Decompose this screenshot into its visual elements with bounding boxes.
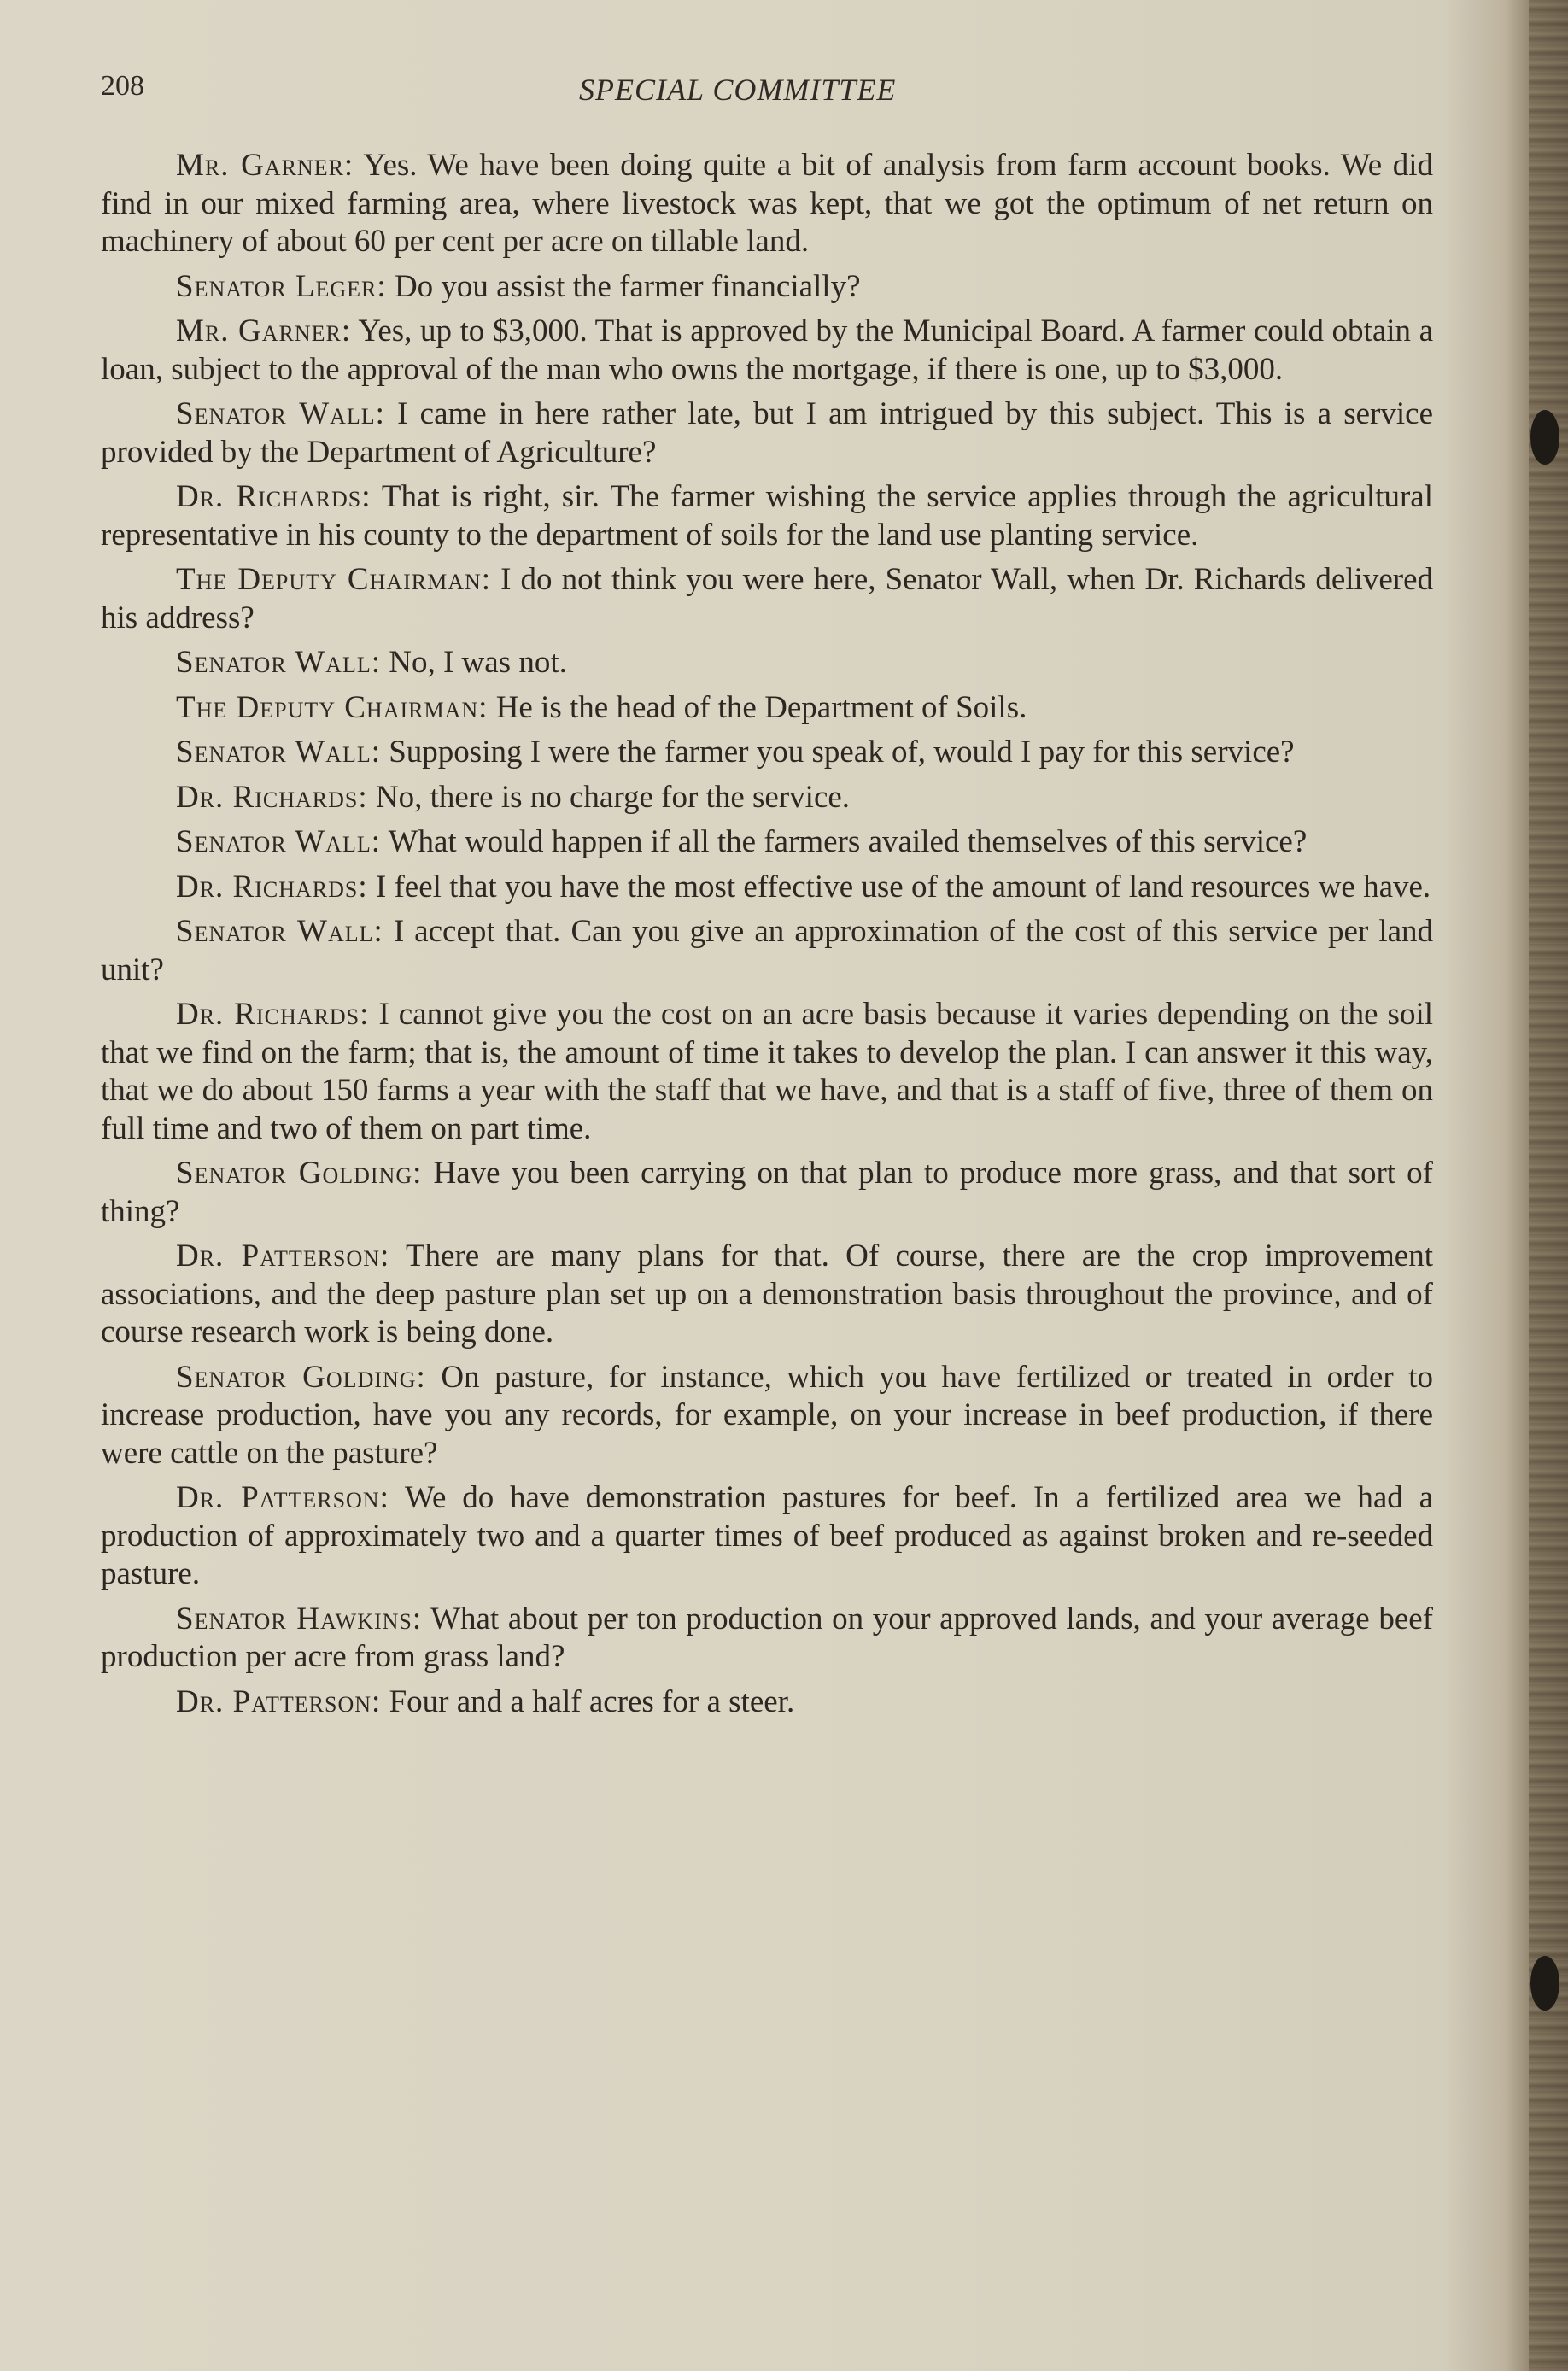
speaker-name: Dr. Richards: <box>176 779 368 815</box>
paragraph <box>101 1479 1433 1594</box>
paragraph-text: Do you assist the farmer financially? <box>394 268 861 304</box>
speaker-name: Mr. Garner: <box>176 148 354 183</box>
page-header <box>101 70 1433 121</box>
paragraph-text: We do have demonstration pastures for beef. In a fertilized area we had a production of approximately two and a quarter times of beef produced as against broken and re-seeded pasture. <box>101 1480 1433 1591</box>
paragraph-text: I accept that. Can you give an approximation of the cost of this service per land unit? <box>101 914 1434 987</box>
speaker-name: Dr. Richards: <box>176 479 372 514</box>
speaker-name: Senator Golding: <box>176 1156 423 1191</box>
punch-hole-top <box>1530 410 1559 465</box>
paragraph-text: Four and a half acres for a steer. <box>389 1683 795 1719</box>
paragraph-text: I came in here rather late, but I am intrigued by this subject. This is a service provided by the Department of Agriculture? <box>101 396 1433 470</box>
paragraph <box>101 561 1433 637</box>
paragraph-text: Have you been carrying on that plan to produce more grass, and that sort of thing? <box>101 1156 1433 1229</box>
speaker-name: Senator Wall: <box>176 824 381 859</box>
paragraph <box>101 1238 1433 1352</box>
page-binding-edge <box>1529 0 1568 2371</box>
speaker-name: Dr. Patterson: <box>176 1683 382 1719</box>
paragraph-text: That is right, sir. The farmer wishing the service applies through the agricultural representative in his county to the department of soils for the land use planting service. <box>101 479 1433 553</box>
speaker-name: Mr. Garner: <box>176 313 352 348</box>
speaker-name: Senator Wall: <box>176 735 381 770</box>
paragraph-text: I cannot give you the cost on an acre basis because it varies depending on the soil that we find on the farm; that is, the amount of time it takes to develop the plan. I can answer it this way, that we do about 150 farms a year with the staff that we have, and that is a staff of five, three of them on full time and two of them on part time. <box>101 997 1433 1146</box>
paragraph-text: On pasture, for instance, which you have fertilized or treated in order to increase production, have you any records, for example, on your increase in beef production, if there were cattle on the pasture? <box>101 1359 1434 1471</box>
paragraph <box>101 268 1433 307</box>
speaker-name: The Deputy Chairman: <box>176 562 492 597</box>
paragraph-text: I feel that you have the most effective use of the amount of land resources we have. <box>375 869 1431 904</box>
running-head: SPECIAL COMMITTEE <box>579 73 897 107</box>
speaker-name: Dr. Patterson: <box>176 1480 389 1515</box>
paragraph <box>101 1155 1433 1231</box>
speaker-name: Senator Wall: <box>176 396 385 431</box>
paragraph <box>101 147 1433 261</box>
paragraph-text: Yes, up to $3,000. That is approved by the Municipal Board. A farmer could obtain a loan, subject to the approval of the man who owns the mortgage, if there is one, up to $3,000. <box>101 313 1434 387</box>
paragraph-text: Supposing I were the farmer you speak of, would I pay for this service? <box>389 735 1295 770</box>
speaker-name: Senator Wall: <box>176 914 383 949</box>
paragraph <box>101 313 1433 389</box>
speaker-name: Dr. Richards: <box>176 997 370 1032</box>
paragraph <box>101 1359 1433 1473</box>
paragraph <box>101 779 1433 817</box>
paragraph <box>101 1601 1433 1677</box>
speaker-name: Dr. Richards: <box>176 869 368 904</box>
paragraph <box>101 734 1433 772</box>
paragraph <box>101 478 1433 554</box>
paragraph <box>101 996 1433 1148</box>
speaker-name: Dr. Patterson: <box>176 1238 390 1273</box>
paragraph-text: There are many plans for that. Of course, there are the crop improvement associations, and the deep pasture plan set up on a demonstration basis throughout the province, and of course research work is being done. <box>101 1238 1433 1349</box>
paragraph-text: No, I was not. <box>389 645 567 680</box>
paragraph-text: He is the head of the Department of Soils. <box>495 689 1027 725</box>
paragraph-text: What would happen if all the farmers availed themselves of this service? <box>388 824 1308 859</box>
transcript-body <box>101 147 1433 1728</box>
speaker-name: Senator Golding: <box>176 1359 426 1395</box>
paragraph <box>101 689 1433 728</box>
paragraph-text: I do not think you were here, Senator Wall, when Dr. Richards delivered his address? <box>101 562 1434 635</box>
speaker-name: Senator Leger: <box>176 268 387 304</box>
paragraph <box>101 644 1433 682</box>
paragraph <box>101 395 1433 471</box>
paragraph <box>101 823 1433 862</box>
punch-hole-bottom <box>1530 1956 1559 2011</box>
page-number: 208 <box>101 70 144 102</box>
speaker-name: Senator Wall: <box>176 645 381 680</box>
paragraph-text: Yes. We have been doing quite a bit of analysis from farm account books. We did find in our mixed farming area, where livestock was kept, that we got the optimum of net return on machinery of about 60 per cent per acre on tillable land. <box>101 148 1433 259</box>
speaker-name: Senator Hawkins: <box>176 1601 423 1636</box>
paragraph-text: No, there is no charge for the service. <box>375 779 851 815</box>
paragraph <box>101 1683 1433 1722</box>
paragraph <box>101 913 1433 989</box>
paragraph <box>101 869 1433 907</box>
speaker-name: The Deputy Chairman: <box>176 689 489 725</box>
paragraph-text: What about per ton production on your approved lands, and your average beef production per acre from grass land? <box>101 1601 1433 1674</box>
